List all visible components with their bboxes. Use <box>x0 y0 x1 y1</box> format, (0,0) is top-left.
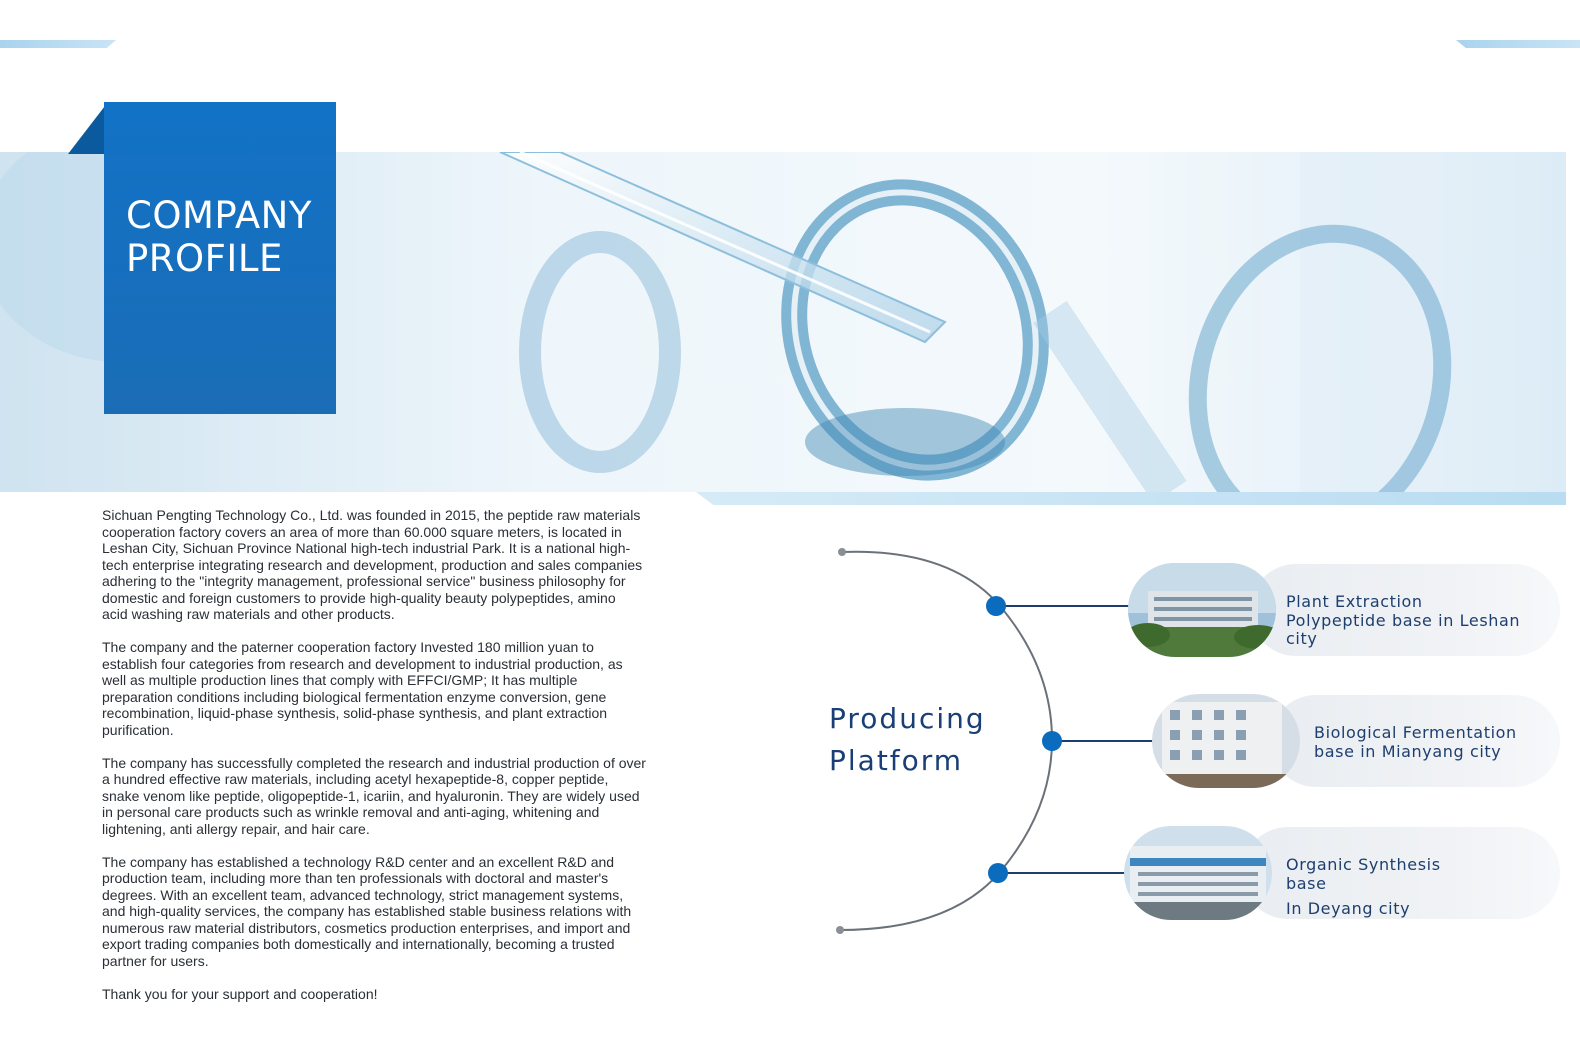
platform-title-line-2: Platform <box>829 744 964 777</box>
office-building-photo <box>1128 563 1276 657</box>
base-label-leshan <box>1286 593 1520 649</box>
platform-title-line-1: Producing <box>829 702 986 735</box>
base-label-leshan-line-2: Polypeptide base in Leshan <box>1286 610 1521 630</box>
industrial-plant-photo <box>1124 826 1272 920</box>
base-label-mianyang-line-2: base in Mianyang city <box>1314 741 1502 761</box>
base-label-mianyang-line-1: Biological Fermentation <box>1314 723 1517 742</box>
paragraph-investment: The company and the paterner cooperation factory Invested 180 million yuan to establish four categories from research and development to industrial production, as well as multiple production lines that comply with EFFCI/GMP; It has multiple preparation conditions including biological fermentation enzyme conversion, gene recombination, liquid-phase synthesis, solid-phase synthesis, and plant extraction purification. <box>102 639 623 738</box>
title-line-1: COMPANY <box>126 194 312 237</box>
title-fold <box>68 102 108 154</box>
top-left-stripe <box>0 40 116 48</box>
base-label-mianyang <box>1314 724 1517 761</box>
top-right-stripe <box>1456 40 1580 48</box>
page-title <box>126 194 312 280</box>
base-label-deyang-line-3: In Deyang city <box>1286 899 1411 918</box>
paragraph-thanks: Thank you for your support and cooperation! <box>102 985 378 1002</box>
base-label-deyang <box>1286 856 1441 919</box>
hero-underline <box>696 492 1566 505</box>
arc-end-dot-bottom <box>836 926 844 934</box>
arc-end-dot-top <box>838 548 846 556</box>
base-label-deyang-line-2: base <box>1286 873 1327 893</box>
base-label-deyang-line-1: Organic Synthesis <box>1286 855 1441 874</box>
paragraph-team: The company has established a technology R&D center and an excellent R&D and production team, including more than ten professionals with doctoral and master's degrees. With an excellent team, advanced technology, strict management systems, and high-quality services, the company has established stable business relations with numerous raw material distributors, cosmetics production enterprises, and import and export trading companies both domestically and internationally, becoming a trusted partner for users. <box>102 853 632 969</box>
node-dot-3 <box>988 863 1008 883</box>
paragraph-founding: Sichuan Pengting Technology Co., Ltd. was founded in 2015, the peptide raw materials cooperation factory covers an area of more than 60.000 square meters, is located in Leshan City, Sichuan Province National high-tech industrial Park. It is a national high- tech enterprise integrating research and development, production and sales companies adhering to the "integrity management, professional service" business philosophy for domestic and foreign customers to provide high-quality beauty polypeptides, amino acid washing raw materials and other products. <box>102 507 643 622</box>
title-line-2: PROFILE <box>126 237 283 280</box>
paragraph-products: The company has successfully completed the research and industrial production of over a hundred effective raw materials, including acetyl hexapeptide-8, copper peptide, snake venom like peptide, oligopeptide-1, icariin, and hyaluronin. They are widely used in personal care products such as wrinkle removal and anti-aging, whitening and lightening, anti allergy repair, and hair care. <box>102 754 646 837</box>
platform-title <box>829 698 986 782</box>
node-dot-1 <box>986 596 1006 616</box>
base-label-leshan-line-3: city <box>1286 629 1318 648</box>
base-label-leshan-line-1: Plant Extraction <box>1286 592 1423 611</box>
node-dot-2 <box>1042 731 1062 751</box>
company-description <box>102 507 692 1019</box>
factory-building-photo <box>1152 694 1300 788</box>
title-block <box>104 102 336 414</box>
